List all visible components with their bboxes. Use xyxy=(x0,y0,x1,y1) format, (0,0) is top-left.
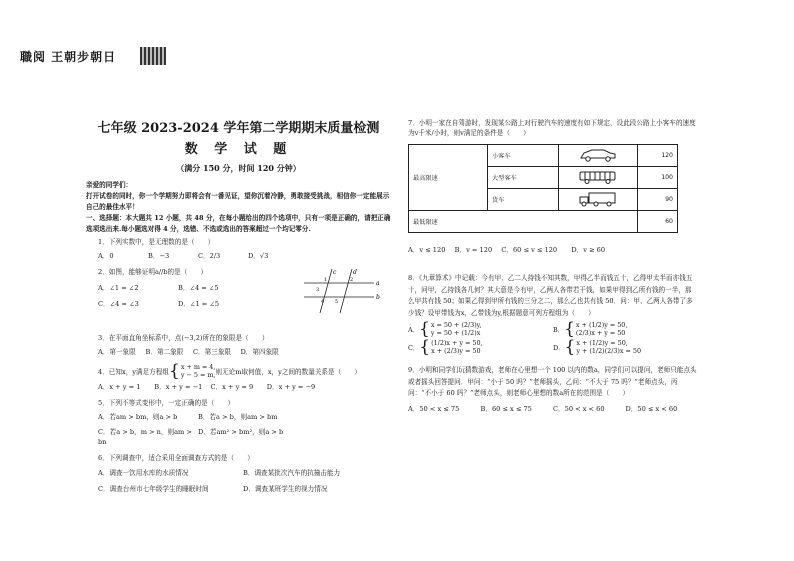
q4-option-b[interactable]: B．x + y = −1 xyxy=(154,383,203,391)
speed-limit-value: 120 xyxy=(638,145,678,167)
q2-option-c[interactable]: C．∠4 = ∠3 xyxy=(98,300,139,308)
q5-option-d[interactable]: D．若am² > bm²，则a > b xyxy=(198,428,284,436)
q8-c-eq2: x + (2/3)y = 50 xyxy=(431,347,481,355)
q7-options xyxy=(408,245,618,255)
car-icon xyxy=(559,145,638,167)
q7-option-b[interactable]: B．v = 120 xyxy=(454,246,493,254)
q8-option-d[interactable] xyxy=(553,339,698,355)
q5-option-c[interactable]: C．若a > b，m > n，则am > bn xyxy=(98,428,192,446)
q1-option-c[interactable]: C．2/3 xyxy=(198,252,221,260)
brace-icon: { xyxy=(419,319,430,339)
q6-options-row1 xyxy=(98,468,388,478)
q9-option-d[interactable]: D．50 ≤ x < 60 xyxy=(625,404,678,413)
q4-stem xyxy=(98,363,391,379)
intro: 打开试卷的同时，你一个学期努力即将会有一番见证，望你沉着冷静，勇敢接受挑战，相信你一定能展示自己的最佳水平！ xyxy=(86,192,390,211)
fig-label-c: c xyxy=(333,269,337,276)
q4-eq1: x + m = 4, xyxy=(180,363,216,371)
q8-a-eq2: y = 50 + (1/2)x xyxy=(430,329,481,337)
q5-option-a[interactable]: A．若am > bm，则a > b xyxy=(98,413,178,421)
q4-stem-a: 4．已知x，y满足方程组 xyxy=(98,368,169,376)
q4-system xyxy=(169,363,215,379)
q3-option-b[interactable]: B．第二象限 xyxy=(145,348,184,356)
q3-option-a[interactable]: A．第一象限 xyxy=(98,348,136,356)
q8-letter-b: B． xyxy=(553,325,565,334)
table-row xyxy=(409,211,678,233)
q6-options-row2 xyxy=(98,484,388,494)
q2-options-row1 xyxy=(98,283,258,293)
q5-option-b[interactable]: B．若a > b，则am > bm xyxy=(198,413,278,421)
q2-block xyxy=(98,267,391,329)
fig-label-a: a xyxy=(376,280,380,287)
q5-options-row1 xyxy=(98,412,298,422)
score-info: （满分 150 分，时间 120 分钟） xyxy=(176,163,301,173)
brace-icon: { xyxy=(564,319,575,339)
fig-angle-5: 5 xyxy=(335,299,339,305)
q4-option-c[interactable]: C．x + y = 9 xyxy=(210,383,254,391)
q7-option-d[interactable]: D．v ≥ 60 xyxy=(571,246,606,254)
q6-option-a[interactable]: A．调查一饮用水库的水质情况 xyxy=(98,469,189,477)
min-speed-label: 最低限速 xyxy=(409,211,638,233)
vehicle-name: 货车 xyxy=(488,189,559,211)
q8-c-eq1: (1/2)x + y = 50, xyxy=(431,339,483,347)
q3-stem: 3．在平面直角坐标系中，点(−3,2)所在的象限是（ ） xyxy=(98,334,269,342)
q8-a-eq1: x = 50 + (2/3)y, xyxy=(430,321,482,329)
qr-code-icon xyxy=(140,47,166,65)
q3-options xyxy=(98,347,288,357)
q8-letter-c: C． xyxy=(408,343,420,352)
page-title: 七年级 2023-2024 学年第二学期期末质量检测 xyxy=(97,121,380,136)
q8-d-eq1: x + (1/2)y = 50, xyxy=(576,339,628,347)
truck-icon xyxy=(559,189,638,211)
fig-angle-2: 2 xyxy=(350,277,354,283)
q9-option-b[interactable]: B．60 ≤ x ≤ 75 xyxy=(480,404,532,413)
q6-stem: 6．下列调查中，适合采用全面调查方式的是（ ） xyxy=(98,454,254,462)
table-row xyxy=(409,145,678,167)
header-watermark: 職阅 王朝步朝日 xyxy=(20,50,117,64)
min-speed-value: 60 xyxy=(638,211,678,233)
q7-option-a[interactable]: A．v ≤ 120 xyxy=(408,246,446,254)
fig-angle-1: 1 xyxy=(324,277,328,283)
q2-option-d[interactable]: D．∠1 = ∠5 xyxy=(178,300,220,308)
q3-option-d[interactable]: D．第四象限 xyxy=(240,348,279,356)
q6-option-d[interactable]: D．调查某班学生的视力情况 xyxy=(243,485,328,493)
q2-option-a[interactable]: A．∠1 = ∠2 xyxy=(98,284,139,292)
speed-limit-value: 90 xyxy=(638,189,678,211)
q8-option-a[interactable] xyxy=(408,321,553,337)
q8-d-eq2: y + (1/2)(2/3)x = 50 xyxy=(576,347,642,355)
right-column xyxy=(408,118,698,414)
fig-angle-3: 3 xyxy=(316,287,320,293)
q8-letter-d: D． xyxy=(553,343,565,352)
q8-option-c[interactable] xyxy=(408,339,553,355)
q9-options xyxy=(408,404,698,414)
q4-option-a[interactable]: A．x + y = 1 xyxy=(98,383,141,391)
q4-options xyxy=(98,382,323,392)
q5-options-row2 xyxy=(98,427,298,447)
bus-icon xyxy=(559,167,638,189)
q5-stem: 5．下列不等式变形中，一定正确的是（ ） xyxy=(98,399,235,407)
q9-option-a[interactable]: A．50 < x ≤ 75 xyxy=(408,404,460,413)
q7-stem: 7．小明一家在自驾游时，发现某公路上对行驶汽车的速度有如下规定，设此段公路上小客车的速度为v千米/小时，则v满足的条件是（ ） xyxy=(408,119,696,137)
q9-stem: 9．小明和同学们玩猜数游戏，老师在心里想一个 100 以内的数a，同学们可以提问，老师只能点头或者摇头回答提问．甲问：“小于 50 吗？”老师摇头，乙问：“不大于 75 吗？”老师点头，丙问：“不小于 60 吗？”老师点头，则老师心里想的数a所在的范围是（ ） xyxy=(408,366,697,397)
brace-icon: { xyxy=(419,337,431,357)
vehicle-name: 小客车 xyxy=(488,145,559,167)
q1-option-d[interactable]: D．√3 xyxy=(248,252,269,260)
q3-option-c[interactable]: C．第三象限 xyxy=(193,348,232,356)
q9-option-c[interactable]: C．50 < x < 60 xyxy=(553,404,605,413)
q2-stem: 2．如图，能够证明a//b的是（ ） xyxy=(98,268,208,276)
q1-stem: 1．下列实数中，是无理数的是（ ） xyxy=(98,238,215,246)
fig-label-d: d xyxy=(353,269,357,276)
q8-b-eq2: (2/3)x + y = 50 xyxy=(575,329,626,337)
section-heading: 一、选择题：本大题共 12 小题，共 48 分，在每小题给出的四个选项中，只有一项是正确的，请把正确选项选出来.每小题选对得 4 分，选错、不选或选出的答案超过一个均记零分. xyxy=(86,214,391,233)
q4-eq2: y − 5 = m, xyxy=(180,371,216,379)
q4-stem-b: 则无论m取何值，x，y之间的数量关系是（ ） xyxy=(215,368,361,376)
q8-letter-a: A． xyxy=(408,325,420,334)
q7-option-c[interactable]: C．60 ≤ v ≤ 120 xyxy=(501,246,558,254)
speed-limit-value: 100 xyxy=(638,167,678,189)
greeting: 亲爱的同学们： xyxy=(86,181,133,189)
q2-option-b[interactable]: B．∠4 = ∠5 xyxy=(178,284,219,292)
table-head: 最高限速 xyxy=(409,145,488,211)
q8-stem: 8．《九章算术》中记载：今有甲、乙二人持钱不知其数，甲得乙半而钱五十，乙得甲太半而亦钱五十，问甲，乙持钱各几何？其大意是今有甲，乙两人各带若干钱，如果甲得到乙所有钱的一半，那么甲共有钱 50；如果乙得到甲所有钱的三分之二，那么乙也共有钱 50．问：甲、乙两人各带了多少钱？设甲带钱为x，乙带钱为y,根据题意可列方程组为（ ） xyxy=(408,274,693,317)
page-subtitle: 数 学 试 题 xyxy=(184,142,293,157)
q1-options xyxy=(98,251,298,261)
q8-b-eq1: x + (1/2)y = 50, xyxy=(575,321,628,329)
parallel-lines-figure xyxy=(302,267,382,315)
q6-option-c[interactable]: C．调查台州市七年级学生的睡眠时间 xyxy=(98,485,209,493)
vehicle-name: 大型客车 xyxy=(488,167,559,189)
q1-option-a[interactable]: A．0 xyxy=(98,252,114,260)
fig-angle-4: 4 xyxy=(321,299,325,305)
brace-icon: { xyxy=(168,361,180,381)
q8-option-b[interactable] xyxy=(553,321,698,337)
fig-label-b: b xyxy=(376,294,380,301)
left-column xyxy=(86,120,391,494)
speed-limit-table xyxy=(408,144,678,233)
q2-options-row2 xyxy=(98,299,258,309)
q6-option-b[interactable]: B．调查某批次汽车的抗撞击能力 xyxy=(243,469,341,477)
q1-option-b[interactable]: B．−3 xyxy=(148,252,170,260)
q8-options-row1 xyxy=(408,321,698,337)
brace-icon: { xyxy=(564,337,576,357)
q8-options-row2 xyxy=(408,339,698,355)
q4-option-d[interactable]: D．x + y = −9 xyxy=(266,383,316,391)
